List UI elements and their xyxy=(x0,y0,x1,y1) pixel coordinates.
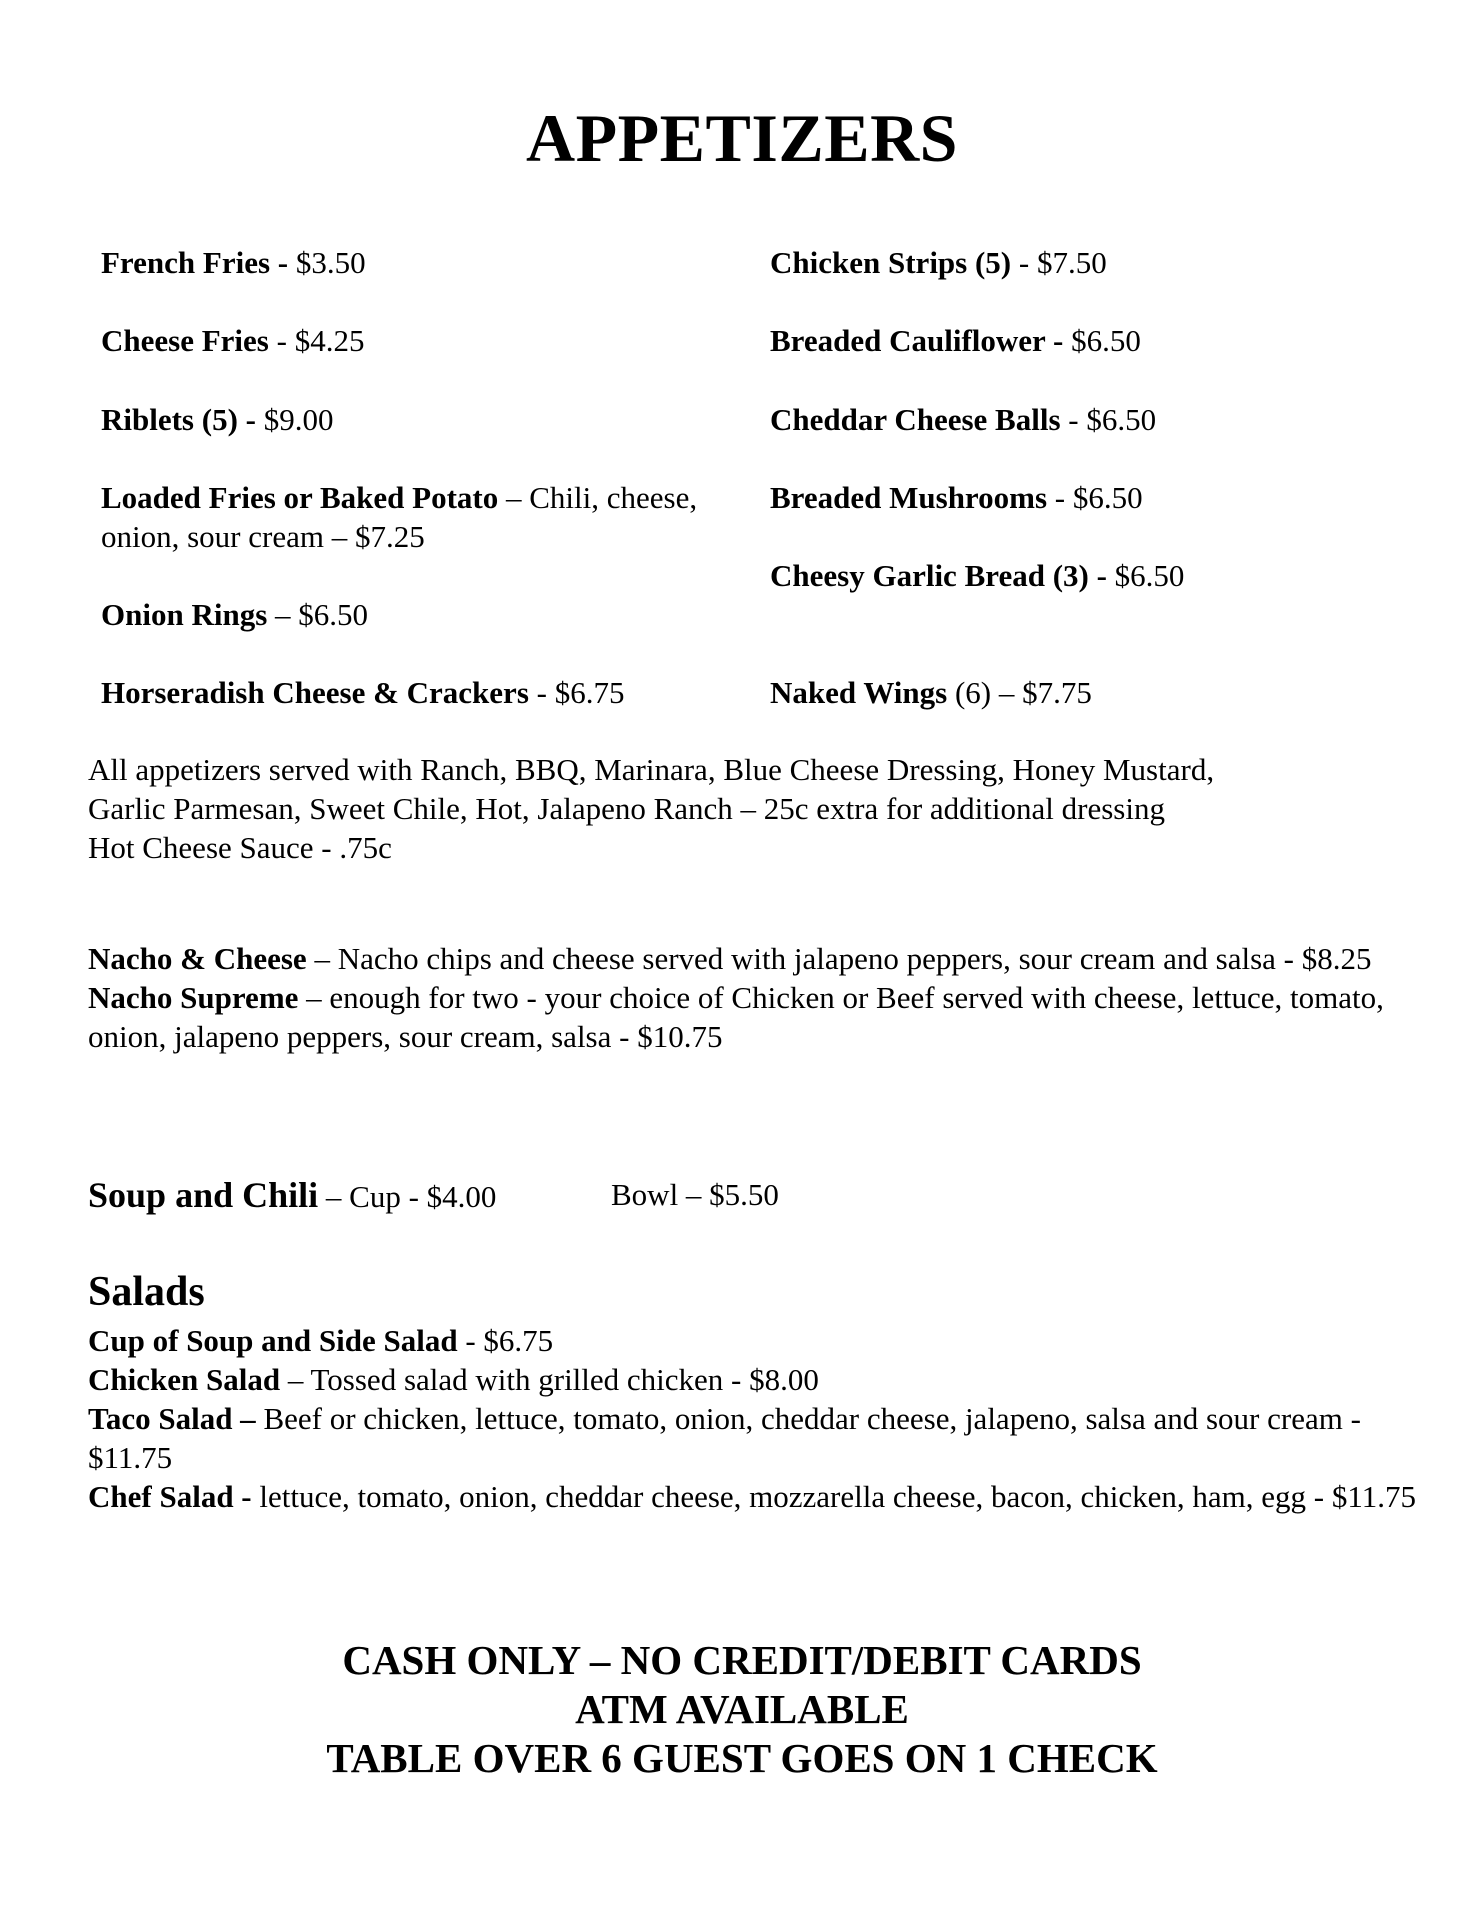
item-price: (6) – $7.75 xyxy=(954,675,1092,710)
item-name: Chicken Salad xyxy=(88,1362,281,1397)
item-price: $6.75 xyxy=(554,675,625,710)
item-name: Chicken Strips (5) xyxy=(770,245,1012,280)
item-name: Cheddar Cheese Balls xyxy=(770,402,1061,437)
item-price: $6.50 xyxy=(1071,323,1141,358)
item-name: Horseradish Cheese & Crackers xyxy=(101,675,529,710)
soup-chili-row xyxy=(88,1173,779,1219)
payment-notice-line: ATM AVAILABLE xyxy=(575,1686,909,1732)
dressing-note xyxy=(88,750,1418,867)
soup-bowl-price: Bowl – $5.50 xyxy=(611,1177,779,1212)
menu-item-nacho-cheese xyxy=(88,939,1418,978)
payment-notice-line: TABLE OVER 6 GUEST GOES ON 1 CHECK xyxy=(326,1735,1158,1781)
menu-item-french-fries xyxy=(101,243,366,282)
item-price: $6.50 xyxy=(1086,402,1157,437)
item-separator: - xyxy=(1088,558,1115,593)
item-price: $6.50 xyxy=(1114,558,1185,593)
item-name: Riblets (5) xyxy=(101,402,238,437)
dressing-note-line: Garlic Parmesan, Sweet Chile, Hot, Jalapeno Ranch – 25c extra for additional dressing xyxy=(88,791,1165,826)
menu-item-breaded-cauliflower xyxy=(770,321,1141,360)
item-name: French Fries xyxy=(101,245,271,280)
item-name: Breaded Cauliflower xyxy=(770,323,1046,358)
item-name: Cheese Fries xyxy=(101,323,269,358)
item-description: - $6.75 xyxy=(457,1323,554,1358)
menu-item-loaded-fries xyxy=(101,478,701,556)
menu-item-nacho-supreme xyxy=(88,978,1418,1056)
menu-item-horseradish-cheese xyxy=(101,673,624,712)
item-price: $3.50 xyxy=(295,245,366,280)
item-separator: - xyxy=(1011,245,1037,280)
menu-item-onion-rings xyxy=(101,595,368,634)
item-separator: - xyxy=(270,245,296,280)
item-separator: - xyxy=(1060,402,1087,437)
dressing-note-line: All appetizers served with Ranch, BBQ, Marinara, Blue Cheese Dressing, Honey Mustard, xyxy=(88,752,1215,787)
soup-heading: Soup and Chili xyxy=(88,1175,319,1215)
item-name: Naked Wings xyxy=(770,675,948,710)
item-separator: - xyxy=(528,675,555,710)
payment-notice xyxy=(0,1636,1484,1783)
item-name: Cheesy Garlic Bread (3) xyxy=(770,558,1089,593)
page-title: APPETIZERS xyxy=(526,100,958,176)
item-price: $6.50 xyxy=(1072,480,1143,515)
item-separator: - xyxy=(268,323,295,358)
item-name: Onion Rings xyxy=(101,597,268,632)
item-name: Breaded Mushrooms xyxy=(770,480,1048,515)
item-description: – Nacho chips and cheese served with jalapeno peppers, sour cream and salsa - $8.25 xyxy=(306,941,1372,976)
item-price: $7.50 xyxy=(1036,245,1107,280)
item-description: Beef or chicken, lettuce, tomato, onion, cheddar cheese, jalapeno, salsa and sour cream - $11.75 xyxy=(88,1401,1361,1475)
nachos-section xyxy=(88,939,1418,1056)
salads-section xyxy=(88,1321,1418,1516)
item-description: – enough for two - your choice of Chicken or Beef served with cheese, lettuce, tomato, onion, jalapeno peppers, sour cream, salsa - $10.75 xyxy=(88,980,1384,1054)
dressing-note-line: Hot Cheese Sauce - .75c xyxy=(88,830,392,865)
item-price: $4.25 xyxy=(294,323,365,358)
item-name: Cup of Soup and Side Salad xyxy=(88,1323,458,1358)
item-name: Nacho Supreme xyxy=(88,980,299,1015)
item-name: Loaded Fries or Baked Potato xyxy=(101,480,499,515)
item-price: $9.00 xyxy=(263,402,334,437)
salads-heading: Salads xyxy=(88,1269,205,1315)
item-separator xyxy=(947,675,955,710)
menu-item-naked-wings xyxy=(770,673,1092,712)
item-price: $6.50 xyxy=(298,597,369,632)
menu-item-chef-salad xyxy=(88,1477,1418,1516)
soup-cup-price: – Cup - $4.00 xyxy=(318,1179,497,1214)
menu-item-cheesy-garlic-bread xyxy=(770,556,1184,595)
menu-item-soup-side-salad xyxy=(88,1321,1418,1360)
payment-notice-line: CASH ONLY – NO CREDIT/DEBIT CARDS xyxy=(342,1637,1142,1683)
menu-item-breaded-mushrooms xyxy=(770,478,1143,517)
item-separator: – xyxy=(498,480,530,515)
item-description: lettuce, tomato, onion, cheddar cheese, mozzarella cheese, bacon, chicken, ham, egg - $11.75 xyxy=(251,1479,1416,1514)
menu-item-chicken-strips xyxy=(770,243,1107,282)
menu-item-cheese-fries xyxy=(101,321,364,360)
item-separator: - xyxy=(237,402,264,437)
item-separator: - xyxy=(1045,323,1072,358)
item-name: Chef Salad - xyxy=(88,1479,252,1514)
menu-item-cheddar-cheese-balls xyxy=(770,400,1156,439)
item-name: Nacho & Cheese xyxy=(88,941,307,976)
item-name: Taco Salad – xyxy=(88,1401,256,1436)
item-price: Chili, cheese, onion, sour cream – $7.25 xyxy=(101,480,698,554)
menu-item-chicken-salad xyxy=(88,1360,1418,1399)
item-separator: – xyxy=(267,597,299,632)
item-description: – Tossed salad with grilled chicken - $8.00 xyxy=(280,1362,819,1397)
menu-item-taco-salad xyxy=(88,1399,1418,1477)
menu-item-riblets xyxy=(101,400,333,439)
item-separator: - xyxy=(1047,480,1073,515)
